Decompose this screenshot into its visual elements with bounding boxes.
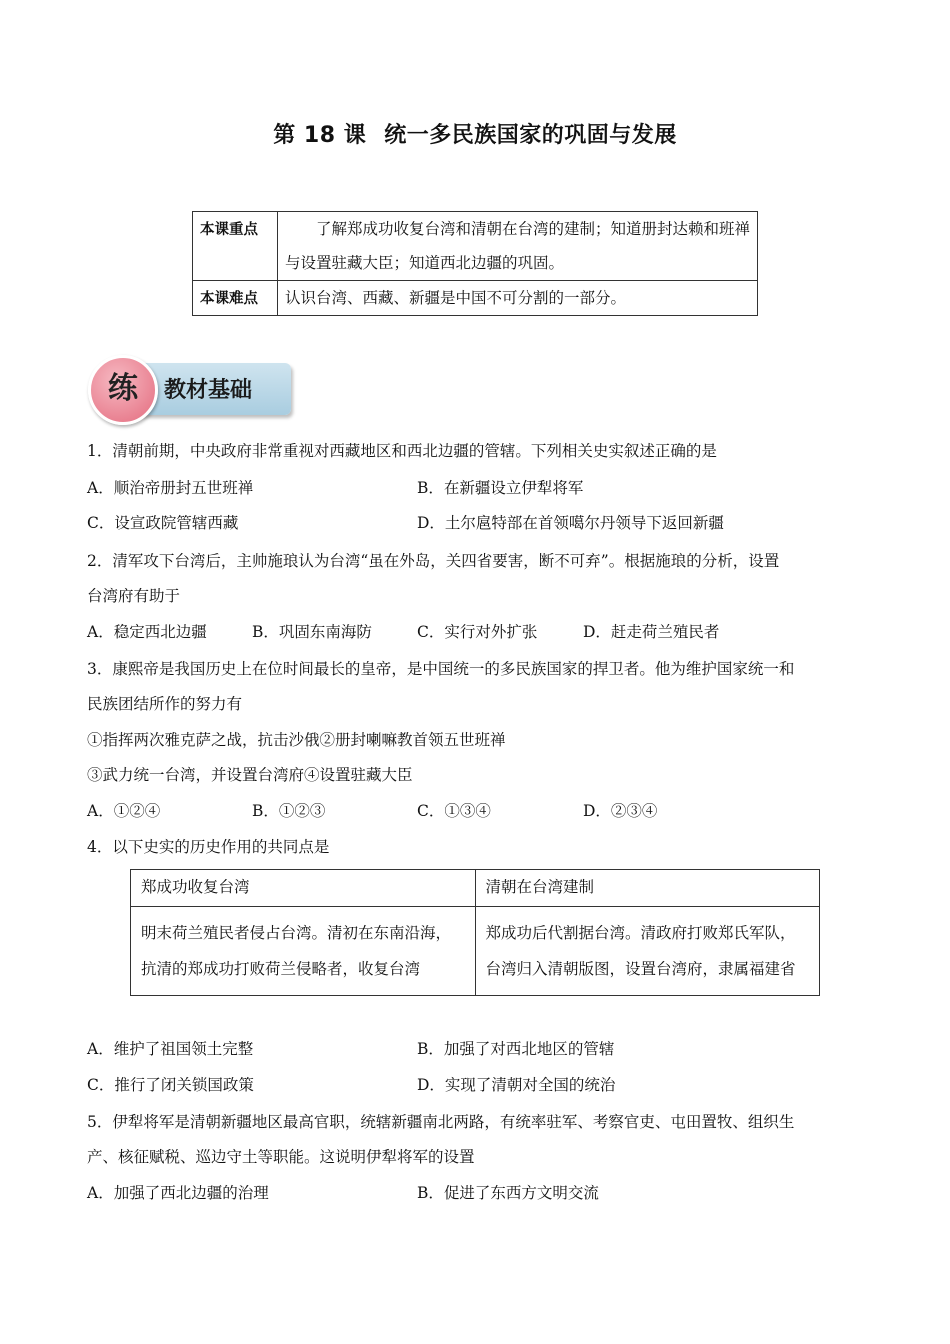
table-cell-qing: 郑成功后代割据台湾。清政府打败郑氏军队，台湾归入清朝版图，设置台湾府，隶属福建省 [475,907,820,996]
question-2-option-d: D．赶走荷兰殖民者 [583,623,720,641]
question-2-option-b: B．巩固东南海防 [252,623,372,641]
table-cell-zheng: 明末荷兰殖民者侵占台湾。清初在东南沿海，抗清的郑成功打败荷兰侵略者，收复台湾 [131,907,476,996]
question-5-option-a: A．加强了西北边疆的治理 [87,1184,269,1202]
table-header-zheng: 郑成功收复台湾 [131,870,476,907]
table-header-qing: 清朝在台湾建制 [475,870,820,907]
question-1-stem: 1．清朝前期，中央政府非常重视对西藏地区和西北边疆的管辖。下列相关史实叙述正确的是 [87,442,717,460]
section-banner [86,355,294,419]
question-4-option-c: C．推行了闭关锁国政策 [87,1076,254,1094]
question-3-stem-line1: 3．康熙帝是我国历史上在位时间最长的皇帝，是中国统一的多民族国家的捍卫者。他为维护国家统一和 [87,660,795,678]
practice-badge: 练 [88,355,158,425]
question-5-stem-line2: 产、核征赋税、巡边守土等职能。这说明伊犁将军的设置 [87,1148,475,1166]
question-2-stem-line2: 台湾府有助于 [87,587,181,605]
question-4-option-d: D．实现了清朝对全国的统治 [417,1076,616,1094]
page-title [0,118,950,149]
question-4-option-b: B．加强了对西北地区的管辖 [417,1040,615,1058]
question-3-items-line2: ③武力统一台湾，并设置台湾府④设置驻藏大臣 [87,766,413,784]
question-3-option-c: C．①③④ [417,802,491,820]
question-2-option-a: A．稳定西北边疆 [87,623,207,641]
focus-label: 本课重点 [193,212,278,281]
difficulty-label: 本课难点 [193,281,278,316]
question-5-option-b: B．促进了东西方文明交流 [417,1184,599,1202]
lesson-name: 统一多民族国家的巩固与发展 [384,123,677,148]
question-3-option-d: D．②③④ [583,802,658,820]
question-4-table [130,869,820,996]
question-3-items-line1: ①指挥两次雅克萨之战，抗击沙俄②册封喇嘛教首领五世班禅 [87,731,506,749]
section-label: 教材基础 [164,377,253,403]
question-3-option-a: A．①②④ [87,802,161,820]
question-3-option-b: B．①②③ [252,802,326,820]
question-1-option-b: B．在新疆设立伊犁将军 [417,479,584,497]
question-5-stem-line1: 5．伊犁将军是清朝新疆地区最高官职，统辖新疆南北两路，有统率驻军、考察官吏、屯田置牧、组织生 [87,1113,795,1131]
question-2-stem-line1: 2．清军攻下台湾后，主帅施琅认为台湾“虽在外岛，关四省要害，断不可弃”。根据施琅的分析，设置 [87,552,780,570]
question-1-option-c: C．设宣政院管辖西藏 [87,514,239,532]
lesson-number: 第 18 课 [273,123,367,148]
question-1-option-a: A．顺治帝册封五世班禅 [87,479,254,497]
difficulty-text: 认识台湾、西藏、新疆是中国不可分割的一部分。 [278,281,758,316]
question-3-stem-line2: 民族团结所作的努力有 [87,695,243,713]
question-1-option-d: D．土尔扈特部在首领噶尔丹领导下返回新疆 [417,514,724,532]
lesson-key-table [192,211,758,316]
question-4-stem: 4．以下史实的历史作用的共同点是 [87,838,330,856]
focus-text: 了解郑成功收复台湾和清朝在台湾的建制；知道册封达赖和班禅与设置驻藏大臣；知道西北边疆的巩固。 [278,212,758,281]
question-4-option-a: A．维护了祖国领土完整 [87,1040,254,1058]
question-2-option-c: C．实行对外扩张 [417,623,538,641]
